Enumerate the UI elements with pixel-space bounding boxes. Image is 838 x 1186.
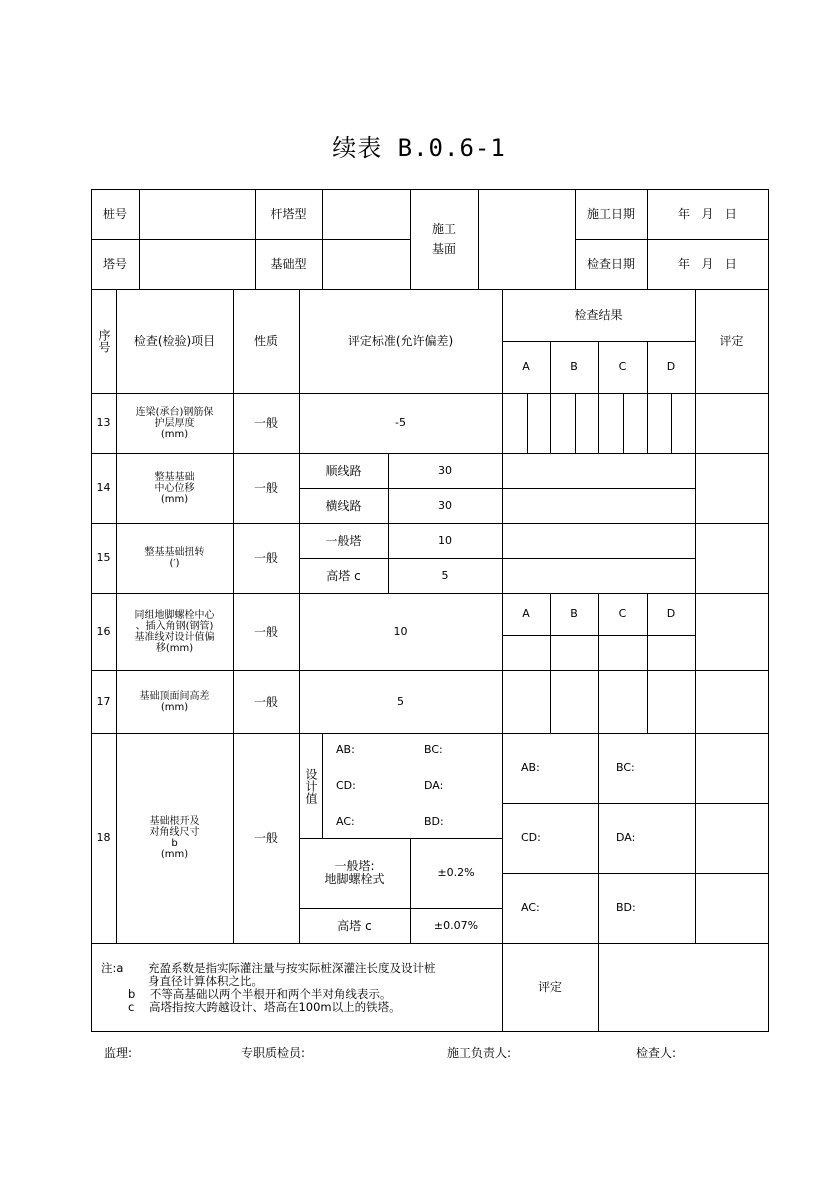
row16-col-a: A [522,607,530,620]
col-a: A [522,360,530,373]
footer-quality-inspector: 专职质检员: [241,1046,306,1060]
construction-date-value[interactable]: 年 月 日 [678,207,737,221]
result-ac: AC: [521,901,540,914]
row14-no: 14 [96,481,111,494]
pile-no-value[interactable] [139,189,255,239]
row15-sub2-label: 高塔 c [326,568,361,583]
row16-no: 16 [96,624,111,638]
row16-col-c: C [618,607,627,620]
design-ac: AC: [336,815,355,828]
row18-sub1-value: ±0.2% [437,866,475,879]
row17-item: 基础顶面间高差 (mm) [139,690,210,713]
row18-sub1-label: 一般塔: 地脚螺栓式 [324,859,385,886]
col-seq: 序号 [97,329,111,353]
result-bd: BD: [616,901,636,914]
inspection-date-label: 检查日期 [586,257,635,271]
result-cd: CD: [521,831,541,844]
page-title: 续表 B.0.6-1 [332,134,506,162]
footer-construction-lead: 施工负责人: [447,1046,512,1060]
footer-supervisor: 监理: [104,1046,133,1060]
notes-eval-value[interactable] [598,943,768,1031]
row15-nature: 一般 [253,551,278,565]
row16-standard: 10 [393,624,408,638]
row15-item: 整基基础扭转 (′) [144,547,205,569]
row14-sub1-label: 顺线路 [325,463,362,478]
row18-no: 18 [96,831,111,844]
result-bc: BC: [616,761,635,774]
pole-type-label: 杆塔型 [270,207,307,221]
col-results: 检查结果 [574,308,623,322]
note-c: c 高塔指按大跨越设计、塔高在100m以上的铁塔。 [128,1000,401,1014]
row17-no: 17 [96,694,111,708]
footer-inspector: 检查人: [636,1046,677,1060]
row16-col-d: D [666,607,676,620]
tower-no-label: 塔号 [102,257,127,271]
row16-nature: 一般 [253,624,278,639]
col-b: B [570,360,578,373]
design-da: DA: [424,779,444,792]
row16-col-b: B [570,607,578,620]
col-evaluation: 评定 [719,334,744,348]
row15-sub2-value: 5 [441,568,449,582]
row17-standard: 5 [397,694,404,708]
col-c: C [618,360,627,373]
design-bd: BD: [424,815,444,828]
row18-nature: 一般 [253,831,278,845]
row14-sub2-value: 30 [438,498,452,512]
row15-sub1-label: 一般塔 [325,533,362,548]
note-a-line2: 身直径计算体积之比。 [148,974,263,988]
row13-item: 连梁(承台)钢筋保 护层厚度 (mm) [135,406,214,440]
notes-eval-label: 评定 [537,980,562,994]
note-b: b 不等高基础以两个半根开和两个半对角线表示。 [128,987,392,1001]
row16-item: 同组地脚螺栓中心 、插入角钢(钢管) 基准线对设计值偏 移(mm) [134,609,215,654]
col-item: 检查(检验)项目 [133,334,216,348]
row13-no: 13 [96,416,111,429]
construction-base-label: 施工 基面 [431,222,456,256]
col-standard: 评定标准(允许偏差) [347,334,454,348]
row18-design-label: 设计值 [304,767,318,804]
construction-date-label: 施工日期 [586,207,635,221]
result-da: DA: [616,831,636,844]
row18-sub2-label: 高塔 c [337,918,372,933]
row13-standard: -5 [395,416,406,429]
row18-sub2-value: ±0.07% [433,918,479,932]
result-ab: AB: [521,761,540,774]
note-a-line1: 充盈系数是指实际灌注量与按实际桩深灌注长度及设计桩 [148,961,436,975]
row15-no: 15 [96,551,111,564]
inspection-date-value[interactable]: 年 月 日 [678,257,737,271]
row15-sub1-value: 10 [438,533,452,547]
foundation-type-label: 基础型 [270,257,307,271]
note-label: 注:a [101,961,124,975]
row14-sub1-value: 30 [438,463,452,477]
row14-sub2-label: 横线路 [325,498,362,513]
design-cd: CD: [336,779,356,792]
pile-no-label: 桩号 [102,207,127,221]
design-ab: AB: [336,743,355,756]
col-nature: 性质 [253,334,278,348]
row14-item: 整基基础 中心位移 (mm) [154,471,195,505]
row13-nature: 一般 [253,416,278,430]
row18-item: 基础根开及 对角线尺寸 b (mm) [149,816,200,860]
design-bc: BC: [424,743,443,756]
col-d: D [666,360,676,373]
row14-nature: 一般 [253,481,278,495]
row17-nature: 一般 [253,694,278,709]
